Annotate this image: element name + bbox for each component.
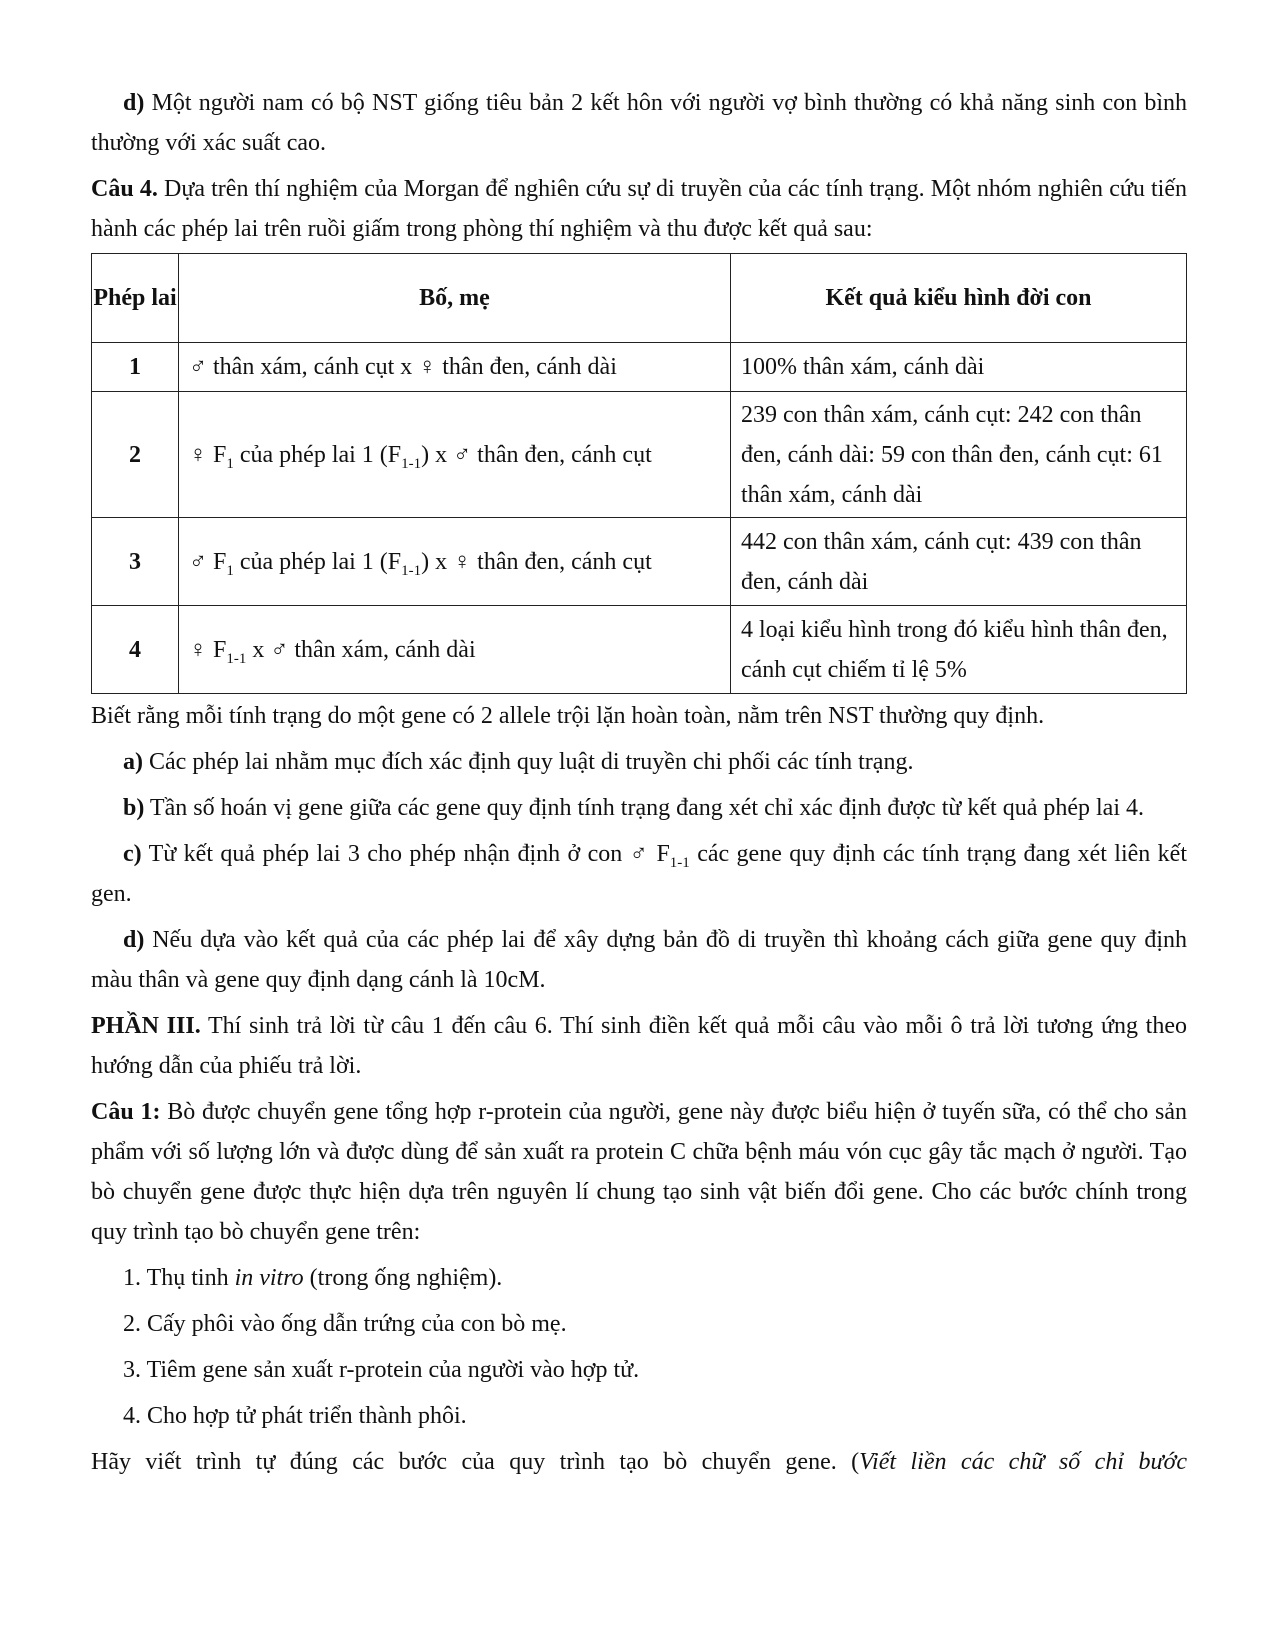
table-row	[92, 518, 1187, 606]
parents-cell: ♀ $F_{1-1}$ x ♂ thân xám, cánh dài	[179, 606, 731, 694]
document-page	[91, 83, 1187, 1482]
cross-results-table	[91, 253, 1187, 694]
question-1-prompt: Hãy viết trình tự đúng các bước của quy trình tạo bò chuyển gene. (Viết liền các chữ số chỉ bước	[91, 1449, 1187, 1475]
statement-label: c)	[123, 841, 142, 867]
question-label: Câu 4.	[91, 176, 158, 202]
question-1: Câu 1: Bò được chuyển gene tổng hợp r-protein của người, gene này được biểu hiện ở tuyến sữa, có thể cho sản phẩm với số lượng lớn và được dùng để sản xuất ra protein C chữa bệnh máu vón cục gây tắc mạch ở người. Tạo bò chuyển gene được thực hiện dựa trên nguyên lí chung tạo sinh vật biến đổi gene. Cho các bước chính trong quy trình tạo bò chuyển gene trên:	[91, 1099, 1188, 1245]
table-header-row	[92, 254, 1187, 343]
cross-number: 4	[92, 606, 179, 694]
statement-b: b) Tần số hoán vị gene giữa các gene quy định tính trạng đang xét chỉ xác định được từ kết quả phép lai 4.	[123, 795, 1144, 821]
parents-cell: ♂ $F_1$ của phép lai 1 $(F_{1-1})$ x ♀ thân đen, cánh cụt	[179, 518, 731, 606]
header-results: Kết quả kiểu hình đời con	[731, 254, 1187, 343]
result-cell: 442 con thân xám, cánh cụt: 439 con thân đen, cánh dài	[731, 518, 1187, 606]
statement-d: d) Nếu dựa vào kết quả của các phép lai để xây dựng bản đồ di truyền thì khoảng cách giữa gene quy định màu thân và gene quy định dạng cánh là 10cM.	[91, 927, 1187, 993]
header-cross: Phép lai	[92, 254, 179, 343]
cross-number: 1	[92, 343, 179, 392]
statement-c: c) Từ kết quả phép lai 3 cho phép nhận định ở con ♂ $F_{1-1}$ các gene quy định các tính trạng đang xét liên kết gen.	[91, 841, 1187, 907]
table-row	[92, 606, 1187, 694]
table-row	[92, 343, 1187, 392]
statement-label: a)	[123, 749, 143, 775]
step-item: 4. Cho hợp tử phát triển thành phôi.	[123, 1403, 467, 1429]
statement-a: a) Các phép lai nhằm mục đích xác định quy luật di truyền chi phối các tính trạng.	[123, 749, 914, 775]
statement-label: d)	[123, 90, 145, 116]
step-item: 1. Thụ tinh in vitro (trong ống nghiệm).	[123, 1265, 503, 1291]
result-cell: 239 con thân xám, cánh cụt: 242 con thân đen, cánh dài: 59 con thân đen, cánh cụt: 61 thân xám, cánh dài	[731, 392, 1187, 518]
header-parents: Bố, mẹ	[179, 254, 731, 343]
section-label: PHẦN III.	[91, 1013, 201, 1039]
step-item: 3. Tiêm gene sản xuất r-protein của người vào hợp tử.	[123, 1357, 640, 1383]
part-3-instructions: PHẦN III. Thí sinh trả lời từ câu 1 đến câu 6. Thí sinh điền kết quả mỗi câu vào mỗi ô trả lời tương ứng theo hướng dẫn của phiếu trả lời.	[91, 1013, 1187, 1079]
question-4: Câu 4. Dựa trên thí nghiệm của Morgan để nghiên cứu sự di truyền của các tính trạng. Một nhóm nghiên cứu tiến hành các phép lai trên ruồi giấm trong phòng thí nghiệm và thu được kết quả sau:	[91, 176, 1188, 242]
statement-label: d)	[123, 927, 145, 953]
step-item: 2. Cấy phôi vào ống dẫn trứng của con bò mẹ.	[123, 1311, 567, 1337]
question-label: Câu 1:	[91, 1099, 161, 1125]
statement-label: b)	[123, 795, 145, 821]
result-cell: 100% thân xám, cánh dài	[731, 343, 1187, 392]
assumption-note: Biết rằng mỗi tính trạng do một gene có 2 allele trội lặn hoàn toàn, nằm trên NST thường quy định.	[91, 703, 1045, 729]
table-row	[92, 392, 1187, 518]
parents-cell: ♀ $F_1$ của phép lai 1 $(F_{1-1})$ x ♂ thân đen, cánh cụt	[179, 392, 731, 518]
cross-number: 3	[92, 518, 179, 606]
statement-d-intro: d) Một người nam có bộ NST giống tiêu bản 2 kết hôn với người vợ bình thường có khả năng sinh con bình thường với xác suất cao.	[91, 90, 1187, 156]
parents-cell: ♂ thân xám, cánh cụt x ♀ thân đen, cánh dài	[179, 343, 731, 392]
cross-number: 2	[92, 392, 179, 518]
result-cell: 4 loại kiểu hình trong đó kiểu hình thân đen, cánh cụt chiếm tỉ lệ 5%	[731, 606, 1187, 694]
